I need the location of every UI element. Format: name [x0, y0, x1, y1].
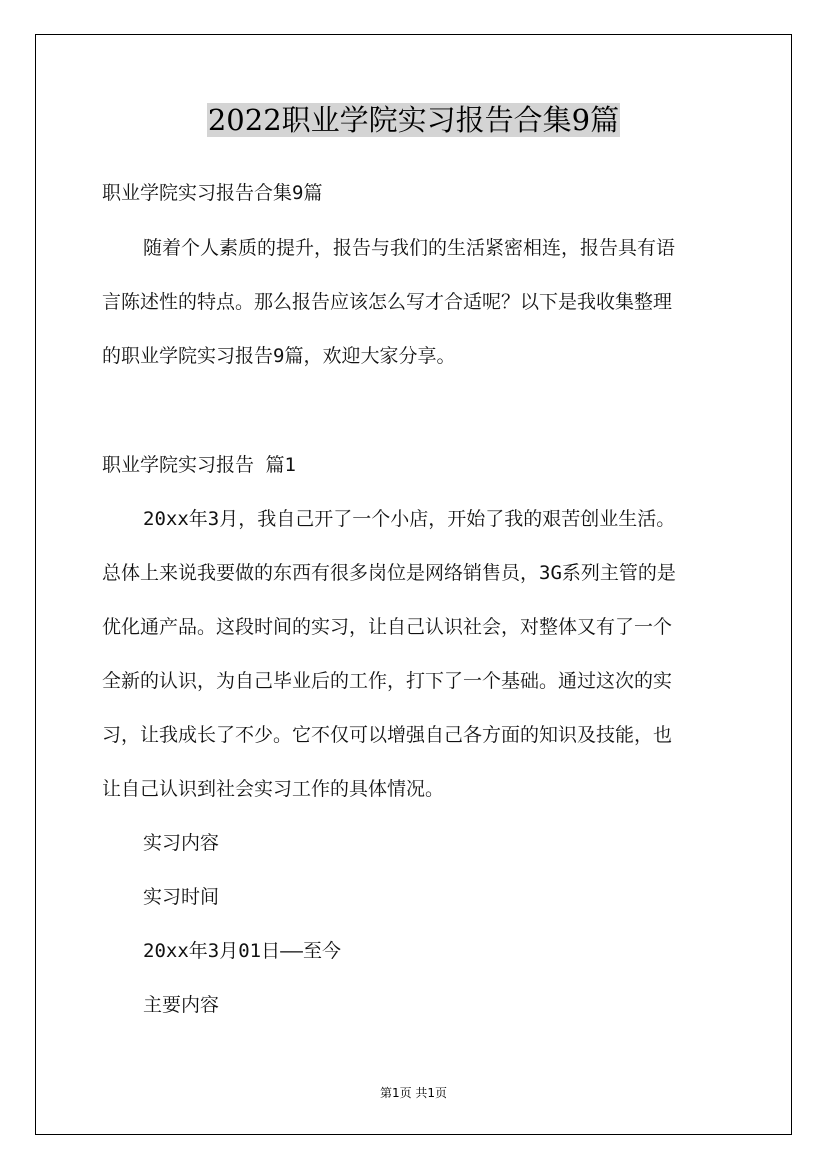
document-title-text: 2022职业学院实习报告合集9篇	[207, 103, 620, 137]
paragraph-line: 总体上来说我要做的东西有很多岗位是网络销售员，3G系列主管的是	[102, 562, 676, 584]
paragraph-line: 优化通产品。这段时间的实习，让自己认识社会，对整体又有了一个	[102, 616, 673, 638]
page-footer: 第1页 共1页	[379, 1086, 448, 1100]
paragraph-line: 的职业学院实习报告9篇，欢迎大家分享。	[102, 345, 456, 367]
paragraph-line: 随着个人素质的提升，报告与我们的生活紧密相连，报告具有语	[143, 237, 676, 259]
subheading-line: 实习时间	[143, 886, 220, 908]
paragraph-line: 20xx年3月，我自己开了一个小店，开始了我的艰苦创业生活。	[143, 508, 676, 530]
paragraph-line: 全新的认识，为自己毕业后的工作，打下了一个基础。通过这次的实	[102, 670, 673, 692]
document-title	[0, 100, 827, 140]
date-line: 20xx年3月01日——至今	[143, 940, 341, 962]
subheading-line: 实习内容	[143, 832, 220, 854]
subtitle-line: 职业学院实习报告合集9篇	[102, 182, 323, 204]
paragraph-line: 言陈述性的特点。那么报告应该怎么写才合适呢？以下是我收集整理	[102, 291, 673, 313]
section-heading: 职业学院实习报告 篇1	[102, 454, 296, 476]
paragraph-line: 让自己认识到社会实习工作的具体情况。	[102, 778, 445, 800]
paragraph-line: 习，让我成长了不少。它不仅可以增强自己各方面的知识及技能，也	[102, 724, 673, 746]
subheading-line: 主要内容	[143, 994, 220, 1016]
